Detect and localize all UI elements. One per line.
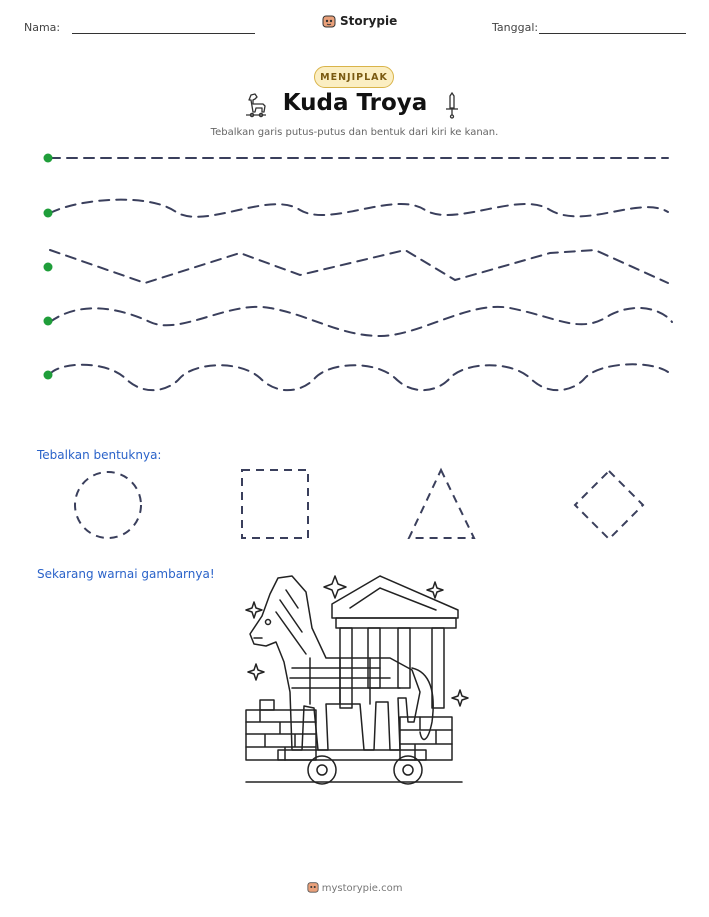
start-dot (44, 154, 53, 163)
start-dot (44, 209, 53, 218)
tracing-area[interactable] (0, 140, 709, 400)
shape-circle (75, 472, 141, 538)
tracing-line-wave (50, 200, 668, 217)
start-dot (44, 317, 53, 326)
logo-icon (322, 14, 336, 28)
shape-square (242, 470, 308, 538)
footer (0, 881, 709, 894)
logo-icon (307, 881, 319, 893)
brand-logo (322, 14, 397, 28)
page-title: Kuda Troya (282, 90, 428, 116)
tracing-line-wave-2 (50, 307, 672, 336)
coloring-heading: Sekarang warnai gambarnya! (37, 567, 215, 581)
trojan-horse-illustration[interactable] (240, 572, 470, 794)
name-field[interactable] (72, 33, 255, 34)
start-dot (44, 371, 53, 380)
horse-icon (242, 91, 270, 119)
start-dot (44, 263, 53, 272)
activity-badge: MENJIPLAK (314, 66, 394, 88)
shapes-area[interactable] (0, 462, 709, 552)
brand-name: Storypie (340, 14, 398, 28)
date-label: Tanggal: (492, 21, 539, 34)
name-label: Nama: (24, 21, 61, 34)
tracing-line-zigzag (50, 250, 668, 283)
shape-diamond (575, 471, 643, 539)
date-field[interactable] (539, 33, 686, 34)
footer-url[interactable]: mystorypie.com (321, 883, 403, 894)
sword-icon (442, 91, 462, 119)
shapes-heading: Tebalkan bentuknya: (37, 448, 162, 462)
shape-triangle (409, 470, 474, 538)
instructions: Tebalkan garis putus-putus dan bentuk dari kiri ke kanan. (210, 127, 499, 138)
tracing-line-scallop (50, 364, 668, 390)
